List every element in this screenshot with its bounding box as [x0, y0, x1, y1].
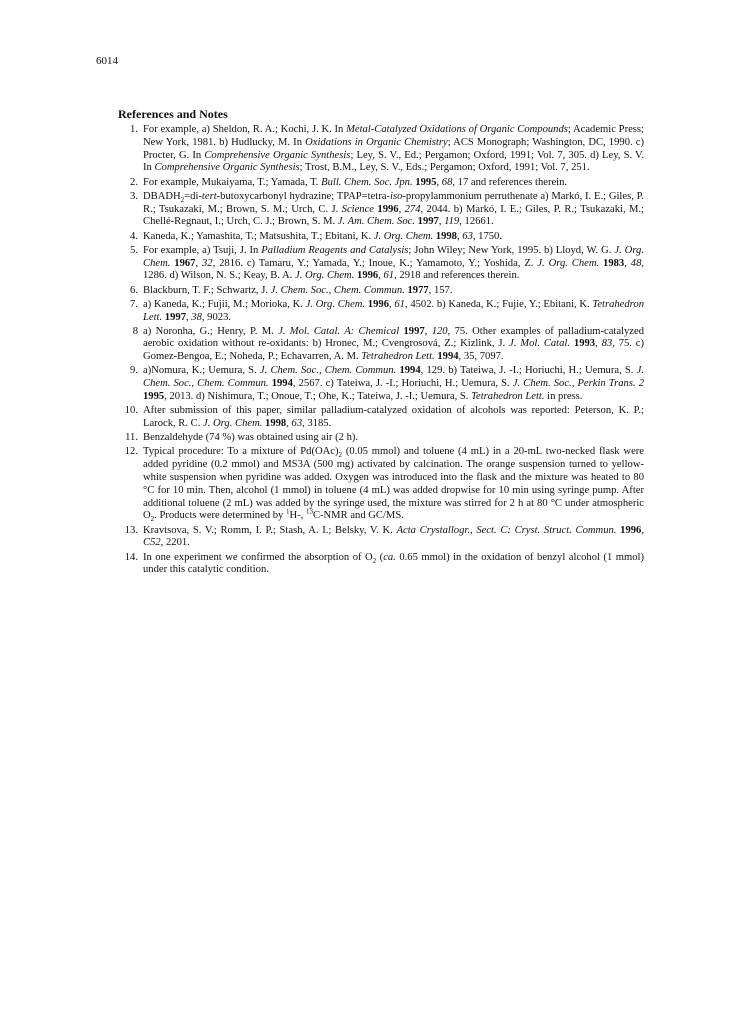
reference-text-run: 38	[191, 311, 202, 323]
reference-item	[118, 365, 644, 403]
reference-text-run: J. Mol. Catal. A: Chemical	[278, 325, 400, 337]
reference-text-run: 2	[338, 451, 343, 460]
reference-text-run: ,	[436, 176, 442, 188]
reference-text	[143, 124, 644, 175]
reference-text-run: , 17 and references therein.	[452, 176, 568, 188]
reference-text-run: 2	[150, 515, 155, 524]
reference-text-run: , 12661.	[459, 216, 494, 228]
reference-text-run: 1997	[164, 311, 186, 323]
reference-text-run: 274	[404, 203, 421, 215]
reference-text-run: ,	[286, 418, 292, 430]
reference-number: 2.	[130, 176, 138, 188]
reference-text-run: 1996	[367, 298, 389, 310]
reference-text-run: a)Nomura, K.; Uemura, S.	[143, 365, 260, 377]
reference-text-run: =di-	[184, 190, 202, 202]
reference-number: 11.	[125, 432, 138, 444]
reference-text	[143, 191, 644, 229]
reference-text-run: In one experiment we confirmed the absorption of O	[143, 551, 373, 563]
reference-text-run: (0.05 mmol) and toluene (4 mL) in a 20-mL two-necked flask were added pyridine (0.2 mmol) and MS3A (500 mg) activated by calcination. The orange suspension turned to yellow-white suspension when pyridine was added. Oxygen was introduced into the flask and the mixture was heated to 80 °C for 10 min. Then, alcohol (1 mmol) in toluene (4 mL) was added dropwise for 10 min using syringe pump. After additional toluene (2 mL) was added by the syringe used, the mixture was stirred for 2 h at 80 °C under atmospheric O	[143, 446, 645, 522]
reference-number: 1.	[130, 124, 138, 135]
reference-text-run: , 2044. b) Markó, I. E.; Giles, P. R.; Tsukazaki, M.; Chellé-Regnaut, I.; Urch, C. J.; Brown, S. M.	[143, 203, 645, 228]
reference-text-run: 1993	[573, 338, 596, 350]
reference-text-run: -propylammonium perruthenate a) Markó, I. E.; Giles, P. R.; Tsukazaki, M.; Brown, S. M.; Urch, C. J.	[143, 190, 644, 215]
references-list	[118, 124, 644, 577]
reference-text-run: Comprehensive Organic Synthesis	[154, 162, 300, 174]
reference-text-run: C-NMR and GC/MS.	[312, 510, 404, 522]
reference-text-run: Benzaldehyde (74 %) was obtained using air (2 h).	[143, 432, 359, 444]
reference-text-run: Oxidations in Organic Chemistry	[305, 136, 448, 148]
reference-text-run: H-,	[289, 510, 306, 522]
reference-number: 5.	[130, 244, 138, 256]
reference-text-run: , 2013. d) Nishimura, T.; Onoue, T.; Ohe, K.; Tateiwa, J. -I.; Uemura, S.	[164, 391, 472, 403]
reference-number: 12.	[124, 446, 138, 458]
reference-text-run: (	[376, 551, 384, 563]
reference-text-run: Tetrahedron Lett.	[143, 298, 645, 323]
reference-text	[143, 446, 644, 523]
reference-text-run: J. Chem. Soc., Chem. Commun.	[259, 365, 397, 377]
reference-text-run: , 2816. c) Tamaru, Y.; Yamada, Y.; Inoue, K.; Yamamoto, Y.; Yoshida, Z.	[212, 257, 538, 269]
reference-number: 6.	[130, 284, 138, 296]
reference-text-run: ,	[378, 270, 384, 282]
reference-text-run: in press.	[544, 391, 583, 403]
reference-item	[118, 124, 644, 175]
reference-text-run: 1967	[174, 257, 196, 269]
reference-text-run: , 75. Other examples of palladium-catalyzed aerobic oxidation without re-oxidants: b) Hronec, M.; Cvengrosová, Z.; Kizlink, J.	[143, 325, 645, 350]
reference-text-run: For example, Mukaiyama, T.; Yamada, T.	[143, 176, 322, 188]
reference-text-run: Palladium Reagents and Catalysis	[261, 244, 409, 256]
reference-text-run: , 157.	[428, 284, 453, 296]
reference-item	[118, 177, 644, 190]
reference-text	[143, 285, 644, 298]
reference-text-run: -butoxycarbonyl hydrazine; TPAP=tetra-	[216, 190, 390, 202]
reference-text-run: 1995	[143, 391, 165, 403]
reference-text-run: Acta Crystallogr., Sect. C: Cryst. Struct. Commun.	[396, 524, 617, 536]
reference-text-run: , 75. c) Gomez-Bengoa, E.; Noheda, P.; Echavarren, A. M.	[143, 338, 645, 363]
reference-text-run: , 2918 and references therein.	[394, 270, 520, 282]
reference-text	[143, 245, 644, 283]
reference-text-run: ca.	[383, 551, 396, 563]
reference-text-run: a) Kaneda, K.; Fujii, M.; Morioka, K.	[143, 298, 306, 310]
reference-text-run: Bull. Chem. Soc. Jpn.	[321, 176, 413, 188]
reference-text	[143, 299, 644, 325]
reference-text-run: Comprehensive Organic Synthesis	[204, 149, 351, 161]
reference-text-run: Typical procedure: To a mixture of Pd(OAc)	[143, 446, 339, 458]
reference-text-run: Blackburn, T. F.; Schwartz, J.	[143, 284, 271, 296]
reference-text-run: ,	[624, 257, 631, 269]
reference-text-run: ; ACS Monograph; Washington, DC, 1990. c) Procter, G. In	[143, 136, 644, 161]
reference-text-run: J. Org. Chem.	[537, 257, 600, 269]
reference-text	[143, 177, 644, 190]
reference-item	[118, 299, 644, 325]
reference-text-run: , 2201.	[160, 537, 190, 549]
reference-text-run: Tetrahedron Lett.	[361, 351, 435, 363]
reference-text	[143, 405, 644, 431]
reference-text-run: , 2567. c) Tateiwa, J. -I.; Horiuchi, H.; Uemura, S.	[292, 378, 513, 390]
reference-item	[118, 245, 644, 283]
reference-text-run: ,	[456, 230, 463, 242]
reference-text-run: ,	[595, 338, 602, 350]
reference-text-run: ; Academic Press; New York, 1981. b) Hudlucky, M. In	[143, 124, 644, 148]
reference-text-run: J. Org. Chem.	[295, 270, 355, 282]
reference-text	[143, 432, 644, 445]
reference-text-run: J. Chem. Soc., Perkin Trans. 2	[512, 378, 645, 390]
reference-text-run: . Products were determined by	[154, 510, 286, 522]
reference-text-run: tert	[201, 190, 217, 202]
reference-text-run: ; John Wiley; New York, 1995. b) Lloyd, W. G.	[408, 244, 615, 256]
reference-text-run: ; Trost, B.M., Ley, S. V., Eds.; Pergamon; Oxford, 1991; Vol. 7, 251.	[299, 162, 590, 174]
reference-text-run: a) Noronha, G.; Henry, P. M.	[143, 325, 279, 337]
reference-text-run: 1994	[399, 365, 421, 377]
reference-item	[118, 191, 644, 229]
reference-text-run: 1996	[377, 203, 399, 215]
reference-text-run: J. Am. Chem. Soc.	[337, 216, 415, 228]
reference-text-run: 120	[431, 325, 448, 337]
reference-text-run: ,	[641, 524, 644, 536]
reference-text-run: 32	[202, 257, 213, 269]
reference-number: 3.	[130, 190, 138, 202]
reference-text-run: 63	[462, 230, 473, 242]
reference-text-run: , 129. b) Tateiwa, J. -I.; Horiuchi, H.; Uemura, S.	[420, 365, 637, 377]
reference-text-run: 1997	[403, 325, 425, 337]
reference-text-run: , 4502. b) Kaneda, K.; Fujie, Y.; Ebitani, K.	[404, 298, 593, 310]
reference-text-run: 13	[305, 507, 313, 516]
reference-text-run: 1983	[603, 257, 625, 269]
reference-text-run: 2	[372, 556, 377, 565]
reference-item	[118, 405, 644, 431]
reference-text-run: J. Chem. Soc., Chem. Commun.	[143, 365, 645, 390]
reference-text-run: J. Org. Chem.	[373, 230, 434, 242]
reference-text-run: 83	[601, 338, 613, 350]
reference-text	[143, 525, 644, 551]
reference-text-run: After submission of this paper, similar palladium-catalyzed oxidation of alcohols was reported: Peterson, K. P.; Larock, R. C.	[143, 405, 644, 430]
reference-text-run: Metal-Catalyzed Oxidations of Organic Compounds	[346, 124, 568, 135]
reference-text-run: , 1286. d) Wilson, N. S.; Keay, B. A.	[143, 257, 645, 282]
reference-number: 9.	[130, 365, 138, 377]
reference-text-run: 2	[180, 195, 185, 204]
reference-number: 8	[132, 325, 138, 337]
reference-text-run: J. Org. Chem.	[143, 244, 644, 269]
reference-text-run: 0.65 mmol) in the oxidation of benzyl alcohol (1 mmol) under this catalytic condition.	[143, 551, 644, 576]
reference-text-run: iso	[390, 190, 403, 202]
reference-text-run: ,	[195, 257, 202, 269]
reference-text-run: 1996	[357, 270, 379, 282]
reference-text-run: 48	[630, 257, 642, 269]
reference-text-run: J. Org. Chem.	[203, 418, 263, 430]
reference-text-run: 1994	[271, 378, 293, 390]
reference-text-run: 1	[285, 507, 290, 516]
reference-text-run: ,	[185, 311, 192, 323]
reference-text-run: , 3185.	[302, 418, 332, 430]
reference-text-run: Kravtsova, S. V.; Romm, I. P.; Stash, A. I.; Belsky, V. K.	[143, 524, 397, 536]
page-number: 6014	[96, 55, 118, 67]
reference-text-run: ; Ley, S. V., Ed.; Pergamon; Oxford, 1991; Vol. 7, 305. d) Ley, S. V. In	[143, 149, 644, 174]
reference-text-run: C52	[143, 537, 161, 549]
reference-text-run: Kaneda, K.; Yamashita, T.; Matsushita, T.; Ebitani, K.	[143, 230, 374, 242]
reference-item	[118, 231, 644, 244]
reference-item	[118, 446, 644, 523]
reference-text-run: For example, a) Tsuji, J. In	[143, 244, 262, 256]
reference-text-run: 61	[394, 298, 405, 310]
reference-text-run: 1998	[435, 230, 457, 242]
reference-text-run: 63	[291, 418, 303, 430]
reference-number: 13.	[124, 524, 138, 536]
reference-text-run: ,	[438, 216, 445, 228]
reference-text-run: J. Org. Chem.	[305, 298, 366, 310]
reference-item	[118, 525, 644, 551]
reference-text	[143, 365, 644, 403]
reference-text-run: 1996	[620, 524, 642, 536]
references-section	[118, 107, 644, 579]
references-heading: References and Notes	[118, 107, 228, 121]
reference-text-run: J. Mol. Catal.	[509, 338, 571, 350]
reference-text-run: 1977	[407, 284, 429, 296]
reference-text-run: , 1750.	[472, 230, 502, 242]
reference-text-run: ,	[398, 203, 405, 215]
reference-text-run: 1994	[437, 351, 459, 363]
reference-text-run: DBADH	[143, 190, 181, 202]
reference-number: 4.	[130, 230, 138, 242]
reference-number: 14.	[124, 551, 138, 563]
reference-item	[118, 552, 644, 578]
reference-text	[143, 552, 644, 578]
reference-item	[118, 326, 644, 364]
reference-number: 10.	[124, 405, 138, 417]
reference-text-run: , 35, 7097.	[458, 351, 504, 363]
reference-text-run: 68	[441, 176, 453, 188]
reference-text	[143, 326, 644, 364]
reference-text-run: , 9023.	[201, 311, 232, 323]
reference-item	[118, 432, 644, 445]
reference-text	[143, 231, 644, 244]
reference-text-run: 1997	[417, 216, 439, 228]
reference-text-run: 119	[444, 216, 460, 228]
reference-text-run: 1998	[265, 418, 287, 430]
reference-text-run: ,	[388, 298, 395, 310]
reference-item	[118, 285, 644, 298]
reference-text-run: ,	[424, 325, 432, 337]
reference-text-run: 1995	[415, 176, 437, 188]
reference-text-run: 61	[383, 270, 395, 282]
reference-text-run: Tetrahedron Lett.	[471, 391, 545, 403]
reference-text-run: For example, a) Sheldon, R. A.; Kochi, J. K. In	[143, 124, 347, 135]
reference-text-run: Science	[341, 203, 375, 215]
reference-number: 7.	[130, 298, 138, 310]
reference-text-run: J. Chem. Soc., Chem. Commun.	[270, 284, 405, 296]
